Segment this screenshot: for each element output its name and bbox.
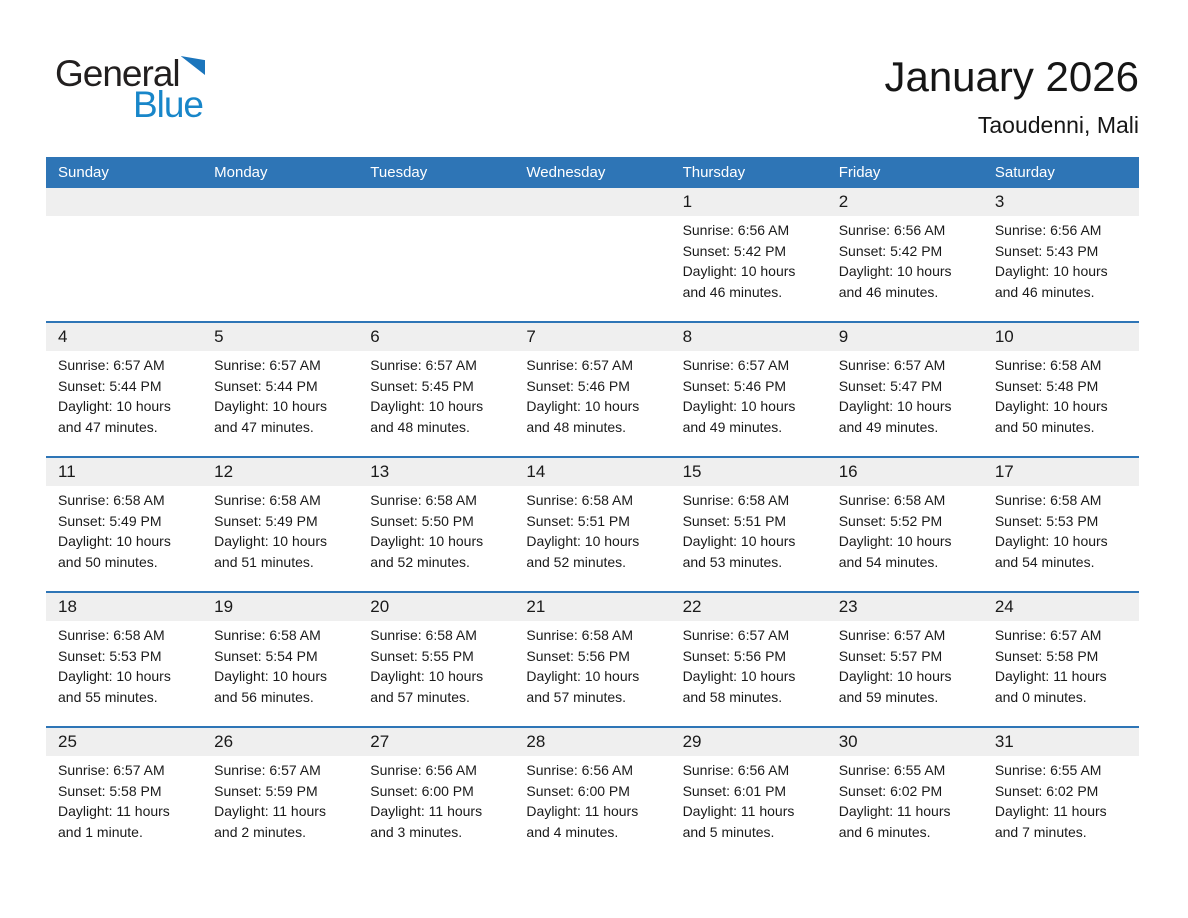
sunrise-line: Sunrise: 6:58 AM [370, 627, 477, 643]
sunrise-line: Sunrise: 6:56 AM [994, 222, 1102, 238]
sunrise-line: Sunrise: 6:57 AM [526, 357, 634, 373]
daylight-continuation-line: and 54 minutes. [838, 553, 939, 570]
day-details [202, 756, 358, 842]
day-number [202, 188, 358, 216]
day-number [514, 188, 670, 216]
daylight-continuation-line: and 2 minutes. [214, 823, 306, 840]
day-cell-10 [983, 323, 1139, 456]
sunset-line: Sunset: 5:44 PM [214, 377, 318, 394]
day-cell-31 [983, 728, 1139, 861]
day-number: 10 [983, 323, 1139, 351]
day-number: 8 [671, 323, 827, 351]
day-number: 19 [202, 593, 358, 621]
day-number: 21 [514, 593, 670, 621]
day-details [46, 756, 202, 842]
sunset-line: Sunset: 6:01 PM [682, 782, 787, 799]
sunset-line: Sunset: 5:58 PM [58, 782, 162, 799]
daylight-line: Daylight: 10 hours [214, 533, 327, 549]
day-cell-8 [671, 323, 827, 456]
day-cell-26 [202, 728, 358, 861]
masthead [0, 0, 1188, 157]
day-cell-1 [671, 188, 827, 321]
sunset-line: Sunset: 5:49 PM [58, 512, 162, 529]
sunrise-line: Sunrise: 6:57 AM [682, 627, 790, 643]
daylight-line: Daylight: 10 hours [838, 533, 952, 549]
sunset-line: Sunset: 5:43 PM [994, 242, 1099, 259]
sunrise-line: Sunrise: 6:57 AM [370, 357, 477, 373]
daylight-continuation-line: and 7 minutes. [994, 823, 1087, 840]
week-row [46, 726, 1139, 861]
sunset-line: Sunset: 5:56 PM [682, 647, 787, 664]
day-details [514, 756, 670, 842]
day-number: 17 [983, 458, 1139, 486]
day-cell-14 [514, 458, 670, 591]
sunset-line: Sunset: 5:42 PM [682, 242, 787, 259]
day-cell-23 [827, 593, 983, 726]
sunrise-line: Sunrise: 6:57 AM [214, 357, 321, 373]
daylight-line: Daylight: 10 hours [682, 398, 796, 414]
daylight-line: Daylight: 10 hours [682, 263, 796, 279]
day-cell-27 [358, 728, 514, 861]
day-number: 27 [358, 728, 514, 756]
day-cell-28 [514, 728, 670, 861]
general-blue-logo [55, 55, 205, 123]
sunrise-line: Sunrise: 6:57 AM [994, 627, 1102, 643]
day-details [202, 621, 358, 707]
sunrise-line: Sunrise: 6:56 AM [682, 762, 790, 778]
day-number: 4 [46, 323, 202, 351]
day-details [202, 351, 358, 437]
daylight-continuation-line: and 57 minutes. [526, 688, 627, 705]
daylight-continuation-line: and 48 minutes. [526, 418, 627, 435]
page-subtitle: Taoudenni, Mali [977, 112, 1139, 139]
daylight-line: Daylight: 10 hours [838, 668, 952, 684]
sunrise-line: Sunrise: 6:55 AM [994, 762, 1102, 778]
day-details [358, 351, 514, 437]
daylight-line: Daylight: 10 hours [58, 398, 171, 414]
sunrise-line: Sunrise: 6:57 AM [58, 762, 165, 778]
weekday-header-friday: Friday [838, 164, 881, 181]
day-cell-9 [827, 323, 983, 456]
daylight-line: Daylight: 11 hours [214, 803, 326, 819]
daylight-continuation-line: and 50 minutes. [994, 418, 1095, 435]
weekday-header-wednesday: Wednesday [526, 164, 606, 181]
sunset-line: Sunset: 5:57 PM [838, 647, 943, 664]
day-details [46, 351, 202, 437]
day-number: 12 [202, 458, 358, 486]
title-block [884, 55, 1139, 139]
sunset-line: Sunset: 5:53 PM [994, 512, 1099, 529]
day-details [671, 621, 827, 707]
calendar-grid [46, 188, 1139, 861]
weekday-header-tuesday: Tuesday [370, 164, 428, 181]
sunset-line: Sunset: 5:59 PM [214, 782, 318, 799]
sunrise-line: Sunrise: 6:58 AM [526, 627, 634, 643]
day-number: 15 [671, 458, 827, 486]
day-number: 29 [671, 728, 827, 756]
sunset-line: Sunset: 5:56 PM [526, 647, 630, 664]
day-cell-29 [671, 728, 827, 861]
daylight-continuation-line: and 52 minutes. [370, 553, 470, 570]
daylight-line: Daylight: 10 hours [838, 263, 952, 279]
day-cell-empty [46, 188, 202, 321]
daylight-line: Daylight: 10 hours [994, 398, 1108, 414]
day-cell-6 [358, 323, 514, 456]
daylight-line: Daylight: 10 hours [838, 398, 952, 414]
sunset-line: Sunset: 6:02 PM [838, 782, 943, 799]
day-number: 3 [983, 188, 1139, 216]
weekday-header-saturday: Saturday [994, 164, 1055, 181]
daylight-line: Daylight: 10 hours [682, 668, 796, 684]
day-details [514, 351, 670, 437]
day-number: 7 [514, 323, 670, 351]
day-number: 6 [358, 323, 514, 351]
day-number: 16 [827, 458, 983, 486]
day-cell-empty [358, 188, 514, 321]
sunset-line: Sunset: 5:58 PM [994, 647, 1099, 664]
day-number: 18 [46, 593, 202, 621]
day-number: 26 [202, 728, 358, 756]
day-number: 25 [46, 728, 202, 756]
day-cell-25 [46, 728, 202, 861]
weekday-header-monday: Monday [214, 164, 268, 181]
day-cell-15 [671, 458, 827, 591]
logo-general-text: General [55, 53, 180, 94]
daylight-line: Daylight: 10 hours [370, 398, 484, 414]
day-cell-19 [202, 593, 358, 726]
daylight-continuation-line: and 53 minutes. [682, 553, 783, 570]
page-title: January 2026 [884, 53, 1139, 100]
daylight-continuation-line: and 57 minutes. [370, 688, 470, 705]
sunset-line: Sunset: 5:51 PM [526, 512, 630, 529]
daylight-line: Daylight: 10 hours [526, 533, 640, 549]
daylight-continuation-line: and 46 minutes. [994, 283, 1095, 300]
sunrise-line: Sunrise: 6:55 AM [838, 762, 946, 778]
daylight-line: Daylight: 11 hours [994, 803, 1107, 819]
sunset-line: Sunset: 5:49 PM [214, 512, 318, 529]
sunrise-line: Sunrise: 6:58 AM [214, 627, 321, 643]
day-details [202, 486, 358, 572]
daylight-continuation-line: and 6 minutes. [838, 823, 931, 840]
daylight-line: Daylight: 10 hours [994, 533, 1108, 549]
sunset-line: Sunset: 5:47 PM [838, 377, 943, 394]
daylight-continuation-line: and 46 minutes. [838, 283, 939, 300]
day-cell-empty [202, 188, 358, 321]
day-details [827, 486, 983, 572]
daylight-continuation-line: and 59 minutes. [838, 688, 939, 705]
sunset-line: Sunset: 5:42 PM [838, 242, 943, 259]
daylight-continuation-line: and 49 minutes. [838, 418, 939, 435]
sunset-line: Sunset: 5:46 PM [682, 377, 787, 394]
sunrise-line: Sunrise: 6:58 AM [58, 492, 165, 508]
day-details [514, 486, 670, 572]
daylight-continuation-line: and 54 minutes. [994, 553, 1095, 570]
daylight-continuation-line: and 52 minutes. [526, 553, 627, 570]
sunrise-line: Sunrise: 6:56 AM [526, 762, 634, 778]
daylight-line: Daylight: 10 hours [58, 533, 171, 549]
daylight-continuation-line: and 56 minutes. [214, 688, 314, 705]
day-cell-18 [46, 593, 202, 726]
sunrise-line: Sunrise: 6:58 AM [994, 357, 1102, 373]
day-number: 13 [358, 458, 514, 486]
day-details [827, 351, 983, 437]
day-number: 2 [827, 188, 983, 216]
daylight-line: Daylight: 11 hours [682, 803, 795, 819]
week-row [46, 456, 1139, 591]
day-details [46, 621, 202, 707]
day-number: 5 [202, 323, 358, 351]
weekday-header-sunday: Sunday [58, 164, 109, 181]
sunrise-line: Sunrise: 6:58 AM [526, 492, 634, 508]
day-cell-empty [514, 188, 670, 321]
sunset-line: Sunset: 6:00 PM [370, 782, 474, 799]
daylight-continuation-line: and 3 minutes. [370, 823, 463, 840]
day-cell-7 [514, 323, 670, 456]
day-number: 31 [983, 728, 1139, 756]
sunrise-line: Sunrise: 6:57 AM [838, 627, 946, 643]
daylight-continuation-line: and 0 minutes. [994, 688, 1087, 705]
sunrise-line: Sunrise: 6:57 AM [682, 357, 790, 373]
sunrise-line: Sunrise: 6:58 AM [838, 492, 946, 508]
daylight-line: Daylight: 10 hours [58, 668, 171, 684]
day-cell-24 [983, 593, 1139, 726]
daylight-line: Daylight: 11 hours [526, 803, 639, 819]
sunrise-line: Sunrise: 6:58 AM [214, 492, 321, 508]
day-number: 24 [983, 593, 1139, 621]
day-details [827, 216, 983, 302]
day-number [46, 188, 202, 216]
sunset-line: Sunset: 5:52 PM [838, 512, 943, 529]
day-details [983, 351, 1139, 437]
weekday-header-row [46, 157, 1139, 188]
sunset-line: Sunset: 5:45 PM [370, 377, 474, 394]
sunrise-line: Sunrise: 6:56 AM [682, 222, 790, 238]
day-details [358, 486, 514, 572]
sunset-line: Sunset: 5:46 PM [526, 377, 630, 394]
day-number: 23 [827, 593, 983, 621]
sunrise-line: Sunrise: 6:57 AM [838, 357, 946, 373]
daylight-line: Daylight: 10 hours [682, 533, 796, 549]
day-cell-20 [358, 593, 514, 726]
sunset-line: Sunset: 5:51 PM [682, 512, 787, 529]
sunset-line: Sunset: 5:55 PM [370, 647, 474, 664]
day-cell-4 [46, 323, 202, 456]
sunset-line: Sunset: 6:00 PM [526, 782, 630, 799]
sunrise-line: Sunrise: 6:57 AM [58, 357, 165, 373]
day-number: 9 [827, 323, 983, 351]
day-details [983, 216, 1139, 302]
daylight-line: Daylight: 10 hours [526, 668, 640, 684]
daylight-line: Daylight: 10 hours [214, 668, 327, 684]
day-cell-22 [671, 593, 827, 726]
weekday-header-thursday: Thursday [682, 164, 746, 181]
day-number: 22 [671, 593, 827, 621]
daylight-line: Daylight: 10 hours [214, 398, 327, 414]
daylight-continuation-line: and 48 minutes. [370, 418, 470, 435]
daylight-continuation-line: and 46 minutes. [682, 283, 783, 300]
day-details [514, 621, 670, 707]
day-cell-11 [46, 458, 202, 591]
day-cell-30 [827, 728, 983, 861]
sunset-line: Sunset: 5:44 PM [58, 377, 162, 394]
daylight-line: Daylight: 11 hours [58, 803, 170, 819]
logo-triangle-icon [181, 56, 205, 75]
daylight-continuation-line: and 47 minutes. [214, 418, 314, 435]
daylight-continuation-line: and 1 minute. [58, 823, 143, 840]
sunrise-line: Sunrise: 6:58 AM [370, 492, 477, 508]
day-number [358, 188, 514, 216]
day-details [671, 486, 827, 572]
daylight-line: Daylight: 11 hours [838, 803, 951, 819]
daylight-continuation-line: and 50 minutes. [58, 553, 158, 570]
sunrise-line: Sunrise: 6:58 AM [682, 492, 790, 508]
daylight-line: Daylight: 10 hours [370, 533, 484, 549]
sunset-line: Sunset: 5:48 PM [994, 377, 1099, 394]
day-number: 30 [827, 728, 983, 756]
day-details [671, 351, 827, 437]
sunrise-line: Sunrise: 6:58 AM [994, 492, 1102, 508]
day-number: 11 [46, 458, 202, 486]
day-cell-16 [827, 458, 983, 591]
day-cell-17 [983, 458, 1139, 591]
daylight-line: Daylight: 11 hours [370, 803, 483, 819]
sunrise-line: Sunrise: 6:57 AM [214, 762, 321, 778]
daylight-continuation-line: and 49 minutes. [682, 418, 783, 435]
daylight-line: Daylight: 10 hours [994, 263, 1108, 279]
week-row [46, 321, 1139, 456]
day-cell-21 [514, 593, 670, 726]
day-details [358, 621, 514, 707]
sunrise-line: Sunrise: 6:56 AM [370, 762, 477, 778]
sunrise-line: Sunrise: 6:56 AM [838, 222, 946, 238]
daylight-line: Daylight: 11 hours [994, 668, 1107, 684]
sunset-line: Sunset: 5:53 PM [58, 647, 162, 664]
logo-blue-text: Blue [132, 84, 203, 125]
day-details [46, 486, 202, 572]
day-details [671, 216, 827, 302]
sunrise-line: Sunrise: 6:58 AM [58, 627, 165, 643]
day-details [983, 621, 1139, 707]
day-details [671, 756, 827, 842]
day-details [827, 621, 983, 707]
daylight-continuation-line: and 4 minutes. [526, 823, 619, 840]
day-cell-13 [358, 458, 514, 591]
week-row [46, 591, 1139, 726]
day-number: 14 [514, 458, 670, 486]
day-details [827, 756, 983, 842]
day-cell-5 [202, 323, 358, 456]
day-number: 28 [514, 728, 670, 756]
day-number: 20 [358, 593, 514, 621]
day-cell-2 [827, 188, 983, 321]
day-cell-12 [202, 458, 358, 591]
daylight-line: Daylight: 10 hours [526, 398, 640, 414]
day-details [358, 756, 514, 842]
sunset-line: Sunset: 5:54 PM [214, 647, 318, 664]
calendar [46, 157, 1139, 861]
daylight-continuation-line: and 51 minutes. [214, 553, 314, 570]
sunset-line: Sunset: 5:50 PM [370, 512, 474, 529]
daylight-continuation-line: and 55 minutes. [58, 688, 158, 705]
day-number: 1 [671, 188, 827, 216]
week-row [46, 188, 1139, 321]
daylight-continuation-line: and 58 minutes. [682, 688, 783, 705]
day-cell-3 [983, 188, 1139, 321]
daylight-line: Daylight: 10 hours [370, 668, 484, 684]
day-details [983, 486, 1139, 572]
sunset-line: Sunset: 6:02 PM [994, 782, 1099, 799]
day-details [983, 756, 1139, 842]
daylight-continuation-line: and 5 minutes. [682, 823, 775, 840]
daylight-continuation-line: and 47 minutes. [58, 418, 158, 435]
